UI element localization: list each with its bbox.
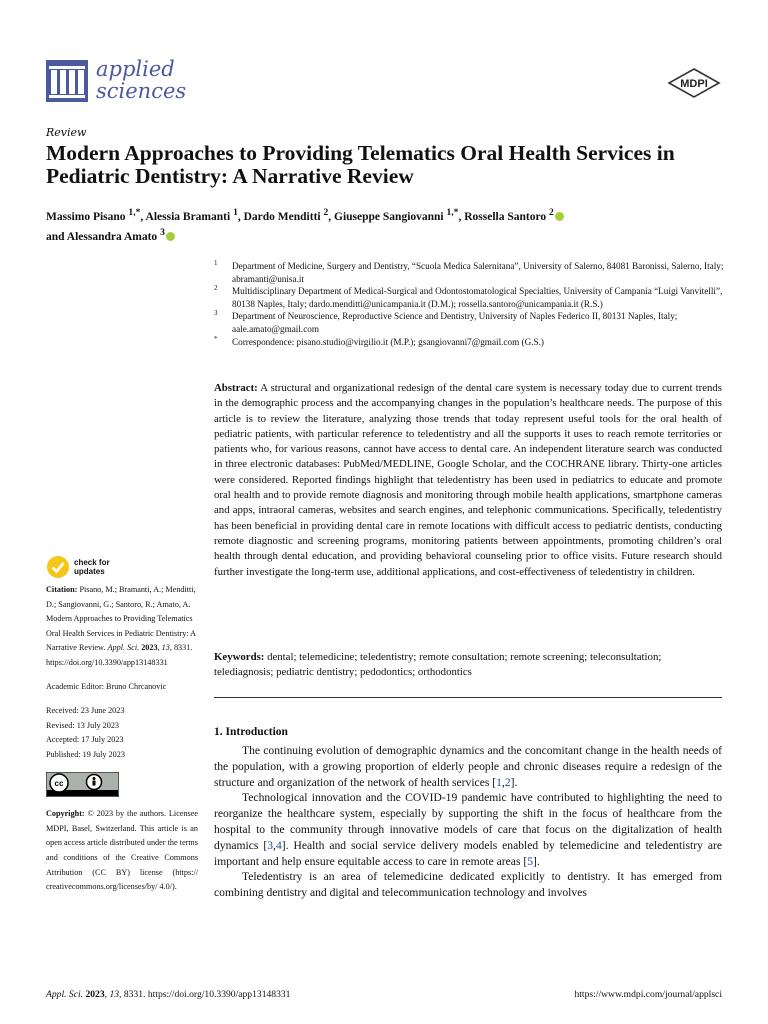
accepted-date: Accepted: 17 July 2023 xyxy=(46,735,124,745)
received-date: Received: 23 June 2023 xyxy=(46,706,125,716)
author[interactable]: Rossella Santoro xyxy=(464,210,547,223)
section-heading: 1. Introduction xyxy=(214,726,288,738)
journal-name: applied sciences xyxy=(96,57,187,103)
citation-link[interactable]: 2 xyxy=(504,775,511,789)
abstract-text: A structural and organizational redesign of the dental care system is necessary today due to current trends in the demographic process and the accompanying changes in the population’s healthcare needs. The purpose of this article is to review the literature, analyzing those trends that today represent useful tools for the oral health of pediatric patients, with particular reference to teledentistry and all the supports it uses to reach remote territories or patients who, for various reasons, cannot have access to dental care. An independent literature search was conducted in three electronic databases: PubMed/MEDLINE, Google Scholar, and the COCHRANE library. Thirty-one articles were considered. Reported findings highlight that teledentistry has been used in pediatrics to educate and promote oral health and to provide remote diagnosis and monitoring through mobile health applications, smartphone cameras and apps, intraoral cameras, websites and search engines, and telephonic communications. Specifically, teledentistry has been beneficial in providing dental care in remote locations with difficult access to pediatric dentists, conducting remote diagnostic and screening programs, monitoring patients between appointments, promoting children’s oral health through dental education, and providing behavioral counseling prior to office visits. Future research should further investigate the long-term use, additional applications, and cost-effectiveness of teledentistry in children. xyxy=(214,382,723,578)
citation-link[interactable]: 3 xyxy=(267,838,274,852)
copyright-notice: Copyright: © 2023 by the authors. Licensee MDPI, Basel, Switzerland. This article is an open access article distributed under the terms and conditions of the Creative Commons Attribution (CC BY) license (https:// creativecommons.org/licenses/by/ 4.0/). xyxy=(46,809,199,892)
citation-link[interactable]: 1 xyxy=(496,775,502,789)
cc-by-license-icon[interactable] xyxy=(46,772,119,797)
article-type: Review xyxy=(46,126,87,139)
author[interactable]: Massimo Pisano xyxy=(46,210,126,223)
orcid-icon[interactable] xyxy=(166,232,175,241)
paragraph: The continuing evolution of demographic dynamics and the concomitant change in the health needs of the population, with a growing proportion of elderly people and chronic diseases require a redesign of the structure and organization of the network of health services [1,2]. xyxy=(214,744,722,789)
keywords-label: Keywords: xyxy=(214,651,265,663)
abstract-label: Abstract: xyxy=(214,382,258,394)
footer-citation: Appl. Sci. 2023, 13, 8331. https://doi.org/10.3390/app13148331 xyxy=(46,989,291,1000)
page-title: Modern Approaches to Providing Telematics Oral Health Services in Pediatric Dentistry: A Narrative Review xyxy=(46,141,675,188)
author[interactable]: Dardo Menditti xyxy=(243,210,321,223)
publication-dates xyxy=(46,704,198,762)
keywords xyxy=(214,650,722,680)
check-updates-icon xyxy=(46,555,70,579)
citation-link[interactable]: 5 xyxy=(527,854,534,868)
author-list: Massimo Pisano $^{1,*}$, Alessia Bramanti $^1$, Dardo Menditti $^2$, Giuseppe Sangiovanni $^{1,*}$, Rossella Santoro $^2$ and Alessandra Amato $^3$ xyxy=(46,205,726,245)
paragraph: Technological innovation and the COVID-19 pandemic have contributed to highlighting the need to reorganize the healthcare system, especially by supporting the shift in the focus of healthcare from the hospital to the community through innovative models of care that focus on the digitalization of health dynamics [3,4]. Health and social service delivery models enabled by telemedicine and teledentistry are important and help ensure equitable access to care in remote areas [5]. xyxy=(214,791,722,868)
section-divider xyxy=(214,697,722,698)
affiliation: 1 Department of Medicine, Surgery and Dentistry, “Scuola Medica Salernitana”, University of Salerno, 84081 Baronissi, Salerno, Italy; abramanti@unisa.it xyxy=(214,259,724,284)
journal-url-link[interactable]: https://www.mdpi.com/journal/applsci xyxy=(574,989,722,1000)
revised-date: Revised: 13 July 2023 xyxy=(46,720,120,730)
introduction-body xyxy=(214,743,722,901)
journal-logo[interactable] xyxy=(46,58,186,108)
abstract xyxy=(214,381,722,580)
journal-logo-icon xyxy=(46,60,88,102)
affiliations xyxy=(214,260,724,348)
keywords-text: dental; telemedicine; teledentistry; remote consultation; remote screening; teleconsultation; telediagnosis; pediatric dentistry; pedodontics; orthodontics xyxy=(214,651,662,678)
citation-link[interactable]: 4 xyxy=(275,838,282,852)
published-date: Published: 19 July 2023 xyxy=(46,749,125,759)
paragraph: Teledentistry is an area of telemedicine dedicated explicitly to dentistry. It has emerged from combining dentistry and digital and telecommunication technology and involves xyxy=(214,870,722,900)
citation: Citation: Pisano, M.; Bramanti, A.; Menditti, D.; Sangiovanni, G.; Santoro, R.; Amato, A. Modern Approaches to Providing Telematics Oral Health Services in Pediatric Dentistry: A Narrative Review. Appl. Sci. 2023, 13, 8331. https://doi.org/10.3390/app13148331 xyxy=(46,585,196,667)
author[interactable]: Giuseppe Sangiovanni xyxy=(334,210,444,223)
affiliation: 3 Department of Neuroscience, Reproductive Science and Dentistry, University of Naples Federico II, 80131 Naples, Italy; aale.amato@gmail.com xyxy=(214,309,678,334)
svg-text:MDPI: MDPI xyxy=(680,78,708,90)
orcid-icon[interactable] xyxy=(555,212,564,221)
academic-editor: Academic Editor: Bruno Chrcanovic xyxy=(46,681,167,691)
author[interactable]: Alessia Bramanti xyxy=(145,210,231,223)
affiliation: 2 Multidisciplinary Department of Medical-Surgical and Odontostomatological Specialties, University of Campania “Luigi Vanvitelli”, 80138 Naples, Italy; dardo.menditti@unicampania.it (D.M.); rossella.santoro@unicampania.it (R.S.) xyxy=(214,284,723,309)
correspondence: * Correspondence: pisano.studio@virgilio.it (M.P.); gsangiovanni7@gmail.com (G.S.) xyxy=(214,334,544,347)
check-for-updates-badge[interactable]: check for updates xyxy=(46,555,198,579)
sidebar xyxy=(46,555,198,895)
mdpi-logo[interactable] xyxy=(667,68,721,98)
author[interactable]: and Alessandra Amato xyxy=(46,230,158,243)
svg-text:cc: cc xyxy=(54,778,64,788)
